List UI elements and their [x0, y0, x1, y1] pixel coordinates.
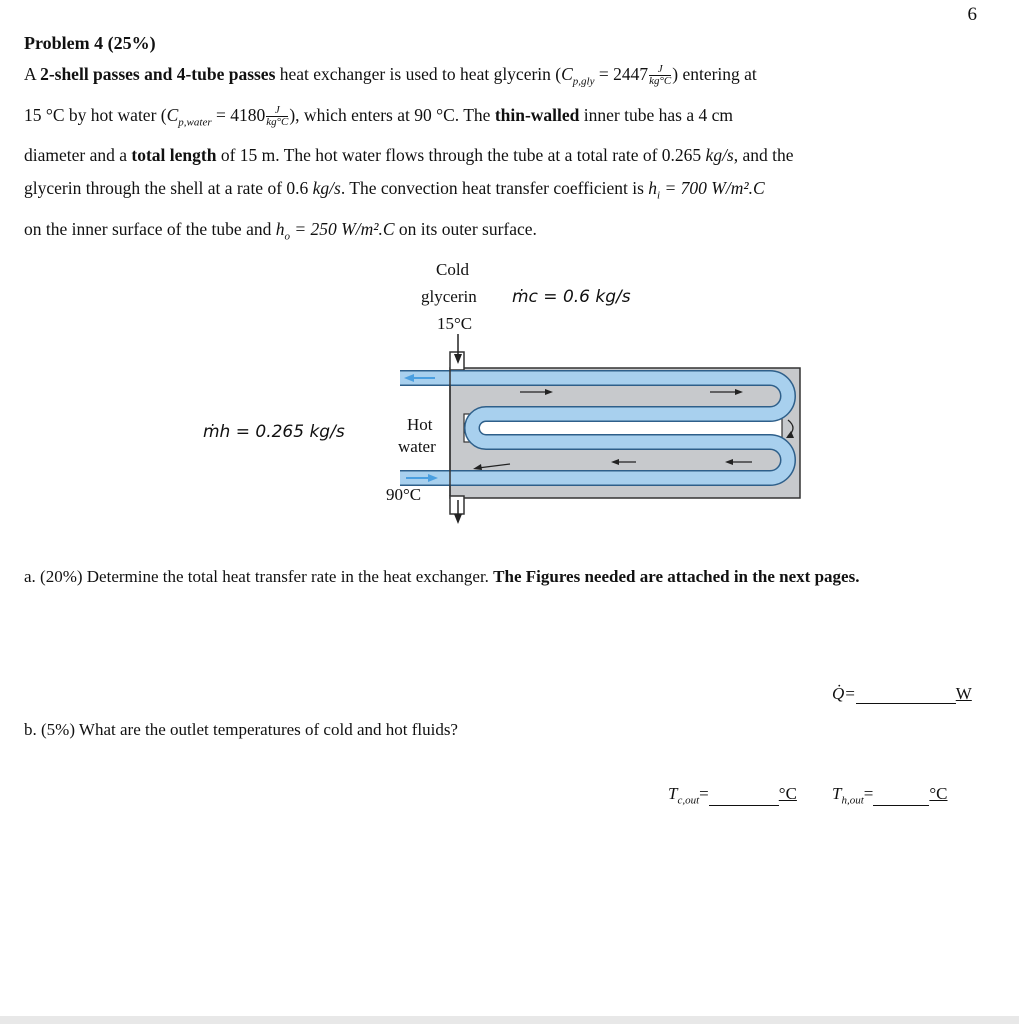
hot-label-1: Hot	[407, 415, 433, 434]
statement-line-5: on the inner surface of the tube and $h_o = 250$ W/m².C on its outer surface.	[24, 218, 537, 242]
question-b: b. (5%) What are the outlet temperatures of cold and hot fluids?	[24, 720, 458, 739]
heat-exchanger-diagram	[390, 330, 810, 530]
statement-line-4: glycerin through the shell at a rate of 0.6 kg/s. The convection heat transfer coefficient is $h_i = 700$ W/m².C	[24, 178, 765, 202]
q-answer-line: Q̇= W	[832, 684, 972, 703]
cold-label-1: Cold	[436, 260, 470, 279]
mh-label: ṁh = 0.265 kg/s	[203, 422, 345, 442]
page-number: 6	[967, 4, 977, 25]
statement-line-2: 15 °C by hot water ($C_{p,water} = 4180$ $\frac{J}{kg^\circ C}$ ), which enters at 90 °C. The thin-walled inner tube has a 4 cm	[24, 103, 733, 128]
page-footer-bar	[0, 1016, 1019, 1024]
cold-temp: 15°C	[437, 314, 473, 333]
problem-statement	[24, 58, 986, 253]
cold-label-2: glycerin	[421, 287, 477, 306]
shell-outlet-arrowhead	[454, 514, 462, 524]
unit-fraction: $\frac{J}{kg^\circ C}$	[266, 103, 289, 128]
th-answer-line: $T_{h,out}= ^\circ C$	[832, 784, 948, 807]
tc-answer-blank[interactable]	[709, 805, 779, 806]
shell-outlet-nozzle	[450, 496, 464, 514]
question-a: a. (20%) Determine the total heat transfer rate in the heat exchanger. The Figures needed are attached in the next pages.	[24, 567, 860, 586]
unit-fraction: $\frac{J}{kg^\circ C}$	[649, 63, 672, 88]
tc-answer-line: $T_{c,out}= ^\circ C$	[668, 784, 797, 807]
th-answer-blank[interactable]	[873, 805, 929, 806]
q-answer-blank[interactable]	[856, 703, 956, 704]
hot-label-2: water	[398, 437, 436, 456]
problem-title: Problem 4 (25%)	[24, 33, 156, 53]
hot-temp: 90°C	[386, 485, 422, 504]
mc-label: ṁc = 0.6 kg/s	[512, 287, 631, 307]
statement-line-3: diameter and a total length of 15 m. The hot water flows through the tube at a total rate of 0.265 kg/s, and the	[24, 145, 794, 165]
statement-line-1: A 2-shell passes and 4-tube passes heat exchanger is used to heat glycerin ($C_{p,gly} = 2447$ $\frac{J}{kg^\circ C}$ ) entering at	[24, 63, 757, 88]
